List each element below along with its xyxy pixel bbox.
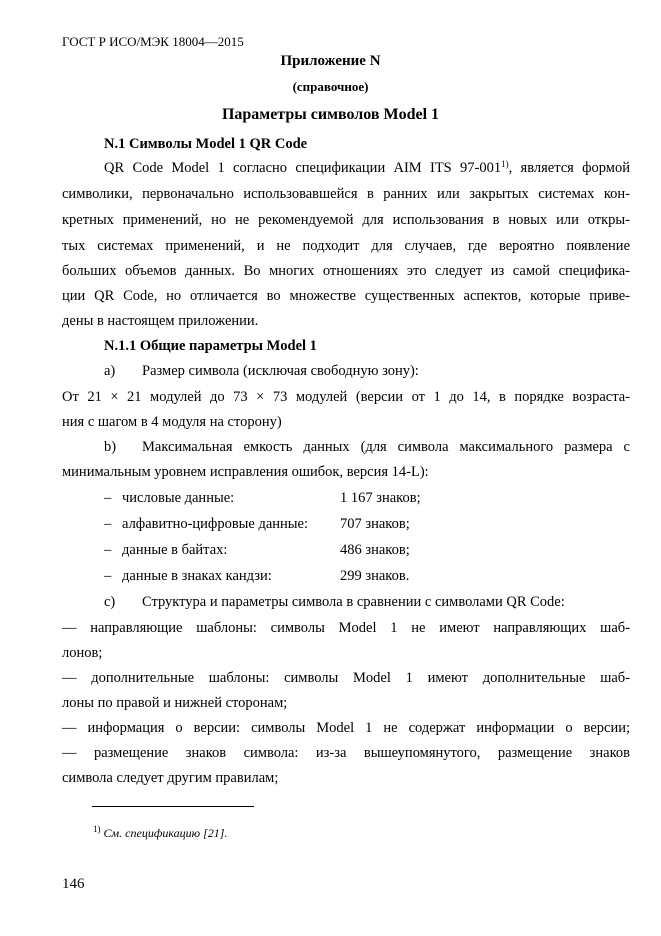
paragraph-line: ции QR Code, но отличается во множестве существенных аспектов, которые приве- bbox=[62, 288, 630, 304]
paragraph-line: больших объемов данных. Во многих отношениях это следует из самой специфика- bbox=[62, 263, 630, 279]
paragraph-line: кретных применений, но не рекомендуемой для использования в новых или откры- bbox=[62, 212, 630, 228]
footnote bbox=[93, 826, 227, 841]
dash-marker: – bbox=[104, 542, 112, 558]
paragraph-line: символики, первоначально использовавшейся в ранних или закрытых системах кон- bbox=[62, 186, 630, 202]
capacity-value: 486 знаков; bbox=[340, 542, 410, 558]
paragraph-text: QR Code Model 1 согласно спецификации AIM ITS 97-001 bbox=[104, 160, 502, 176]
capacity-value: 299 знаков. bbox=[340, 568, 410, 584]
standard-designation: ГОСТ Р ИСО/МЭК 18004—2015 bbox=[62, 34, 244, 49]
section-heading-n1: N.1 Символы Model 1 QR Code bbox=[104, 136, 308, 152]
capacity-value: 707 знаков; bbox=[340, 516, 410, 532]
paragraph-line: дены в настоящем приложении. bbox=[62, 313, 259, 329]
list-item-c-text: Структура и параметры символа в сравнении с символами QR Code: bbox=[142, 594, 565, 610]
size-line: ния с шагом в 4 модуля на сторону) bbox=[62, 414, 282, 430]
section-heading-n11: N.1.1 Общие параметры Model 1 bbox=[104, 338, 317, 354]
comparison-line: символа следует другим правилам; bbox=[62, 770, 279, 786]
appendix-reference-note: (справочное) bbox=[292, 79, 369, 94]
capacity-value: 1 167 знаков; bbox=[340, 490, 421, 506]
capacity-name: числовые данные: bbox=[122, 490, 235, 506]
dash-marker: – bbox=[104, 568, 112, 584]
list-marker-b: b) bbox=[104, 439, 117, 455]
list-marker-c: c) bbox=[104, 594, 116, 610]
appendix-title: Параметры символов Model 1 bbox=[221, 106, 440, 123]
list-marker-a: a) bbox=[104, 363, 116, 379]
paragraph-line: тых системах применений, и не подходит для случаев, где вероятно появление bbox=[62, 238, 630, 254]
comparison-line: лоны по правой и нижней сторонам; bbox=[62, 695, 288, 711]
dash-marker: – bbox=[104, 490, 112, 506]
capacity-name: алфавитно-цифровые данные: bbox=[122, 516, 309, 532]
page-number: 146 bbox=[62, 876, 85, 892]
appendix-label: Приложение N bbox=[280, 53, 381, 69]
size-line: От 21 × 21 модулей до 73 × 73 модулей (версии от 1 до 14, в порядке возраста- bbox=[62, 389, 630, 405]
footnote-text: См. спецификацию [21]. bbox=[103, 826, 228, 840]
capacity-name: данные в байтах: bbox=[122, 542, 228, 558]
list-item-b-text: минимальным уровнем исправления ошибок, версия 14-L): bbox=[62, 464, 429, 480]
footnote-marker: 1) bbox=[93, 824, 101, 834]
dash-marker: – bbox=[104, 516, 112, 532]
comparison-line: — информация о версии: символы Model 1 не содержат информации о версии; bbox=[62, 720, 630, 736]
footnote-separator bbox=[92, 806, 254, 807]
list-item-b-text: Максимальная емкость данных (для символа максимального размера с bbox=[142, 439, 630, 455]
comparison-line: — размещение знаков символа: из-за вышеупомянутого, размещение знаков bbox=[62, 745, 630, 761]
paragraph-line bbox=[62, 160, 630, 177]
capacity-name: данные в знаках кандзи: bbox=[122, 568, 272, 584]
comparison-line: лонов; bbox=[62, 645, 103, 661]
comparison-line: — дополнительные шаблоны: символы Model 1 имеют дополнительные шаб- bbox=[62, 670, 630, 686]
footnote-reference: 1) bbox=[501, 159, 509, 169]
paragraph-text: , является формой bbox=[508, 160, 630, 176]
list-item-a-text: Размер символа (исключая свободную зону): bbox=[142, 363, 419, 379]
comparison-line: — направляющие шаблоны: символы Model 1 не имеют направляющих шаб- bbox=[62, 620, 630, 636]
